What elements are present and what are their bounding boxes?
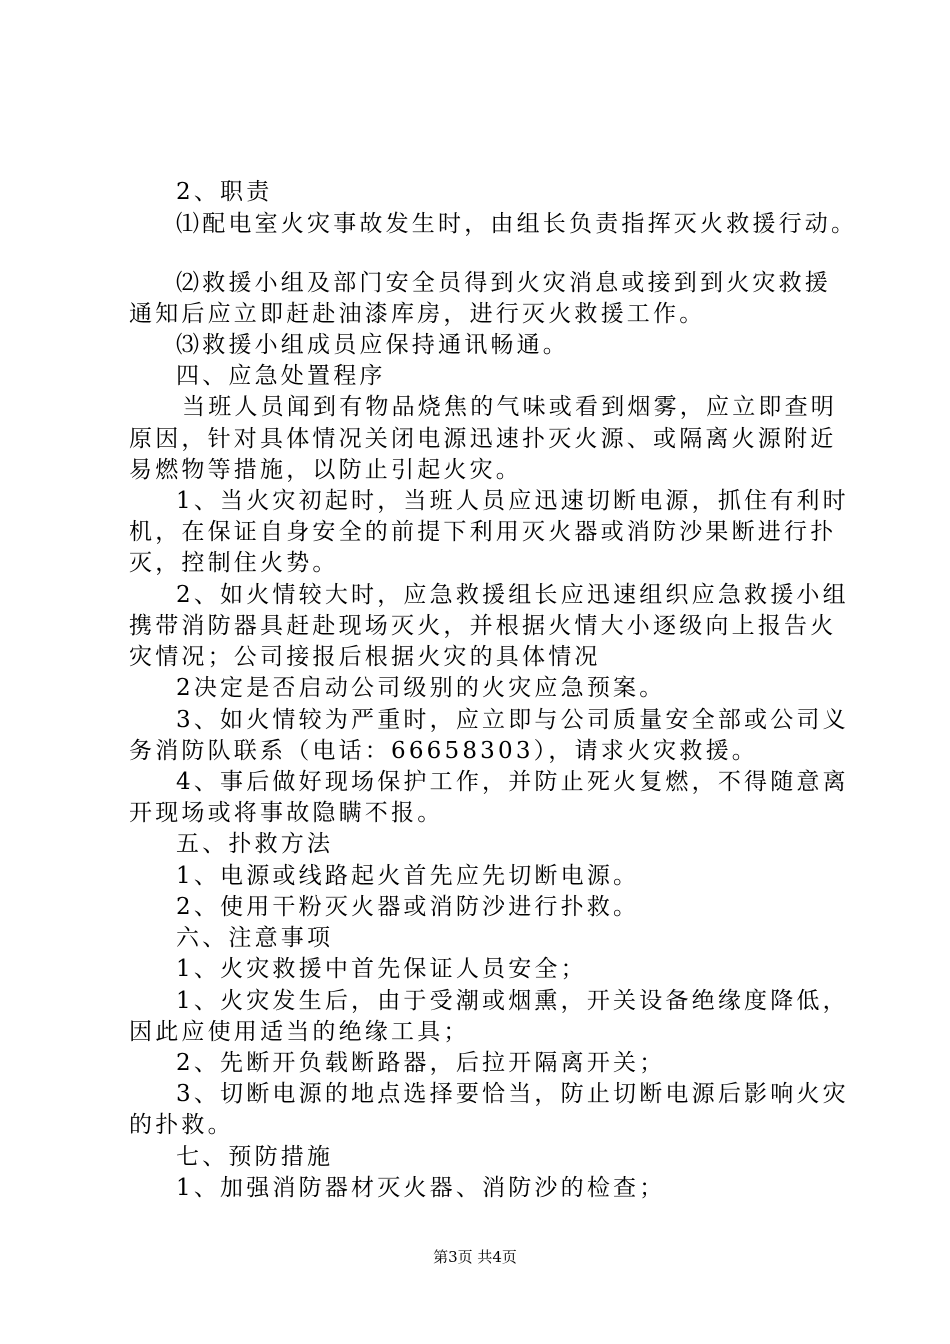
paragraph-line: 通知后应立即赶赴油漆库房，进行灭火救援工作。 xyxy=(129,301,706,327)
section-heading: 五、扑救方法 xyxy=(176,831,334,857)
paragraph-line: 当班人员闻到有物品烧焦的气味或看到烟雾，应立即查明 xyxy=(182,394,837,420)
paragraph-line: 携带消防器具赶赴现场灭火，并根据火情大小逐级向上报告火 xyxy=(129,613,837,639)
paragraph-line: 灭，控制住火势。 xyxy=(129,550,339,576)
paragraph-line: 3、切断电源的地点选择要恰当，防止切断电源后影响火灾 xyxy=(176,1081,849,1107)
paragraph-line: 2、先断开负载断路器，后拉开隔离开关； xyxy=(176,1050,666,1076)
paragraph-line: 1、加强消防器材灭火器、消防沙的检查； xyxy=(176,1175,666,1201)
paragraph-line: 灾情况；公司接报后根据火灾的具体情况 xyxy=(129,644,601,670)
paragraph-line: 因此应使用适当的绝缘工具； xyxy=(129,1019,470,1045)
paragraph-line: 开现场或将事故隐瞒不报。 xyxy=(129,800,444,826)
paragraph-line: 务消防队联系（电话：66658303），请求火灾救援。 xyxy=(129,738,758,764)
paragraph-line: 3、如火情较为严重时，应立即与公司质量安全部或公司义 xyxy=(176,707,849,733)
paragraph-line: ⑴配电室火灾事故发生时，由组长负责指挥灭火救援行动。 xyxy=(176,211,858,237)
paragraph-line: 2、如火情较大时，应急救援组长应迅速组织应急救援小组 xyxy=(176,582,849,608)
paragraph-line: 1、电源或线路起火首先应先切断电源。 xyxy=(176,863,640,889)
section-heading: 2、职责 xyxy=(176,179,273,205)
paragraph-line: 4、事后做好现场保护工作，并防止死火复燃，不得随意离 xyxy=(176,769,849,795)
paragraph-line: 易燃物等措施，以防止引起火灾。 xyxy=(129,457,522,483)
section-heading: 四、应急处置程序 xyxy=(176,363,386,389)
paragraph-line: 的扑救。 xyxy=(129,1112,234,1138)
paragraph-line: 1、火灾发生后，由于受潮或烟熏，开关设备绝缘度降低， xyxy=(176,988,849,1014)
paragraph-line: 1、当火灾初起时，当班人员应迅速切断电源，抓住有利时 xyxy=(176,488,849,514)
paragraph-line: 机，在保证自身安全的前提下利用灭火器或消防沙果断进行扑 xyxy=(129,519,837,545)
paragraph-line: ⑵救援小组及部门安全员得到火灾消息或接到到火灾救援 xyxy=(176,270,831,296)
paragraph-line: 2决定是否启动公司级别的火灾应急预案。 xyxy=(176,675,666,701)
paragraph-line: ⑶救援小组成员应保持通讯畅通。 xyxy=(176,332,569,358)
page-footer: 第3页 共4页 xyxy=(433,1248,517,1266)
section-heading: 六、注意事项 xyxy=(176,925,334,951)
paragraph-line: 2、使用干粉灭火器或消防沙进行扑救。 xyxy=(176,894,640,920)
section-heading: 七、预防措施 xyxy=(176,1144,334,1170)
paragraph-line: 1、火灾救援中首先保证人员安全； xyxy=(176,956,587,982)
paragraph-line: 原因，针对具体情况关闭电源迅速扑灭火源、或隔离火源附近 xyxy=(129,426,837,452)
